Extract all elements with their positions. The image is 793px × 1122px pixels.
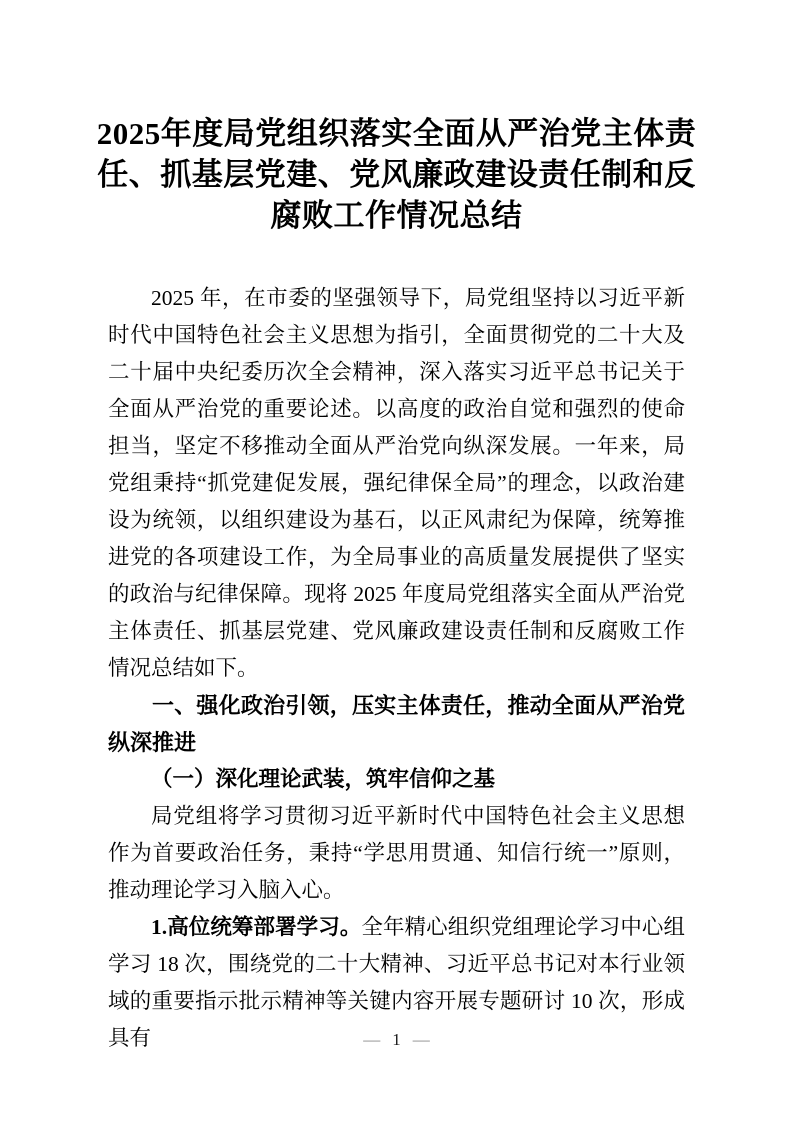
item-1-text: 全年精心组织党组理论学习中心组学习 18 次，围绕党的二十大精神、习近平总书记对本行业领域的重要指示批示精神等关键内容开展专题研讨 10 次，形成具有 (108, 915, 685, 1050)
footer-right-dash: — (412, 1030, 430, 1049)
page-footer (0, 1029, 793, 1051)
footer-left-dash: — (363, 1030, 381, 1049)
section-1-heading: 一、强化政治引领，压实主体责任，推动全面从严治党纵深推进 (108, 693, 685, 755)
page-number: 1 (392, 1030, 401, 1049)
theory-arming-paragraph: 局党组将学习贯彻习近平新时代中国特色社会主义思想作为首要政治任务，秉持“学思用贯通、知信行统一”原则，推动理论学习入脑入心。 (108, 804, 685, 902)
intro-paragraph: 2025 年，在市委的坚强领导下，局党组坚持以习近平新时代中国特色社会主义思想为指引，全面贯彻党的二十大及二十届中央纪委历次全会精神，深入落实习近平总书记关于全面从严治党的重要论述。以高度的政治自觉和强烈的使命担当，坚定不移推动全面从严治党向纵深发展。一年来，局党组秉持“抓党建促发展，强纪律保全局”的理念，以政治建设为统领，以组织建设为基石，以正风肃纪为保障，统筹推进党的各项建设工作，为全局事业的高质量发展提供了坚实的政治与纪律保障。现将 2025 年度局党组落实全面从严治党主体责任、抓基层党建、党风廉政建设责任制和反腐败工作情况总结如下。 (108, 286, 685, 680)
section-1-1-subheading: （一）深化理论武装，筑牢信仰之基 (151, 767, 496, 791)
item-1-lead: 1.高位统筹部署学习。 (151, 915, 362, 939)
document-body (108, 280, 685, 1057)
document-title: 2025年度局党组织落实全面从严治党主体责任、抓基层党建、党风廉政建设责任制和反腐败工作情况总结 (96, 116, 697, 233)
